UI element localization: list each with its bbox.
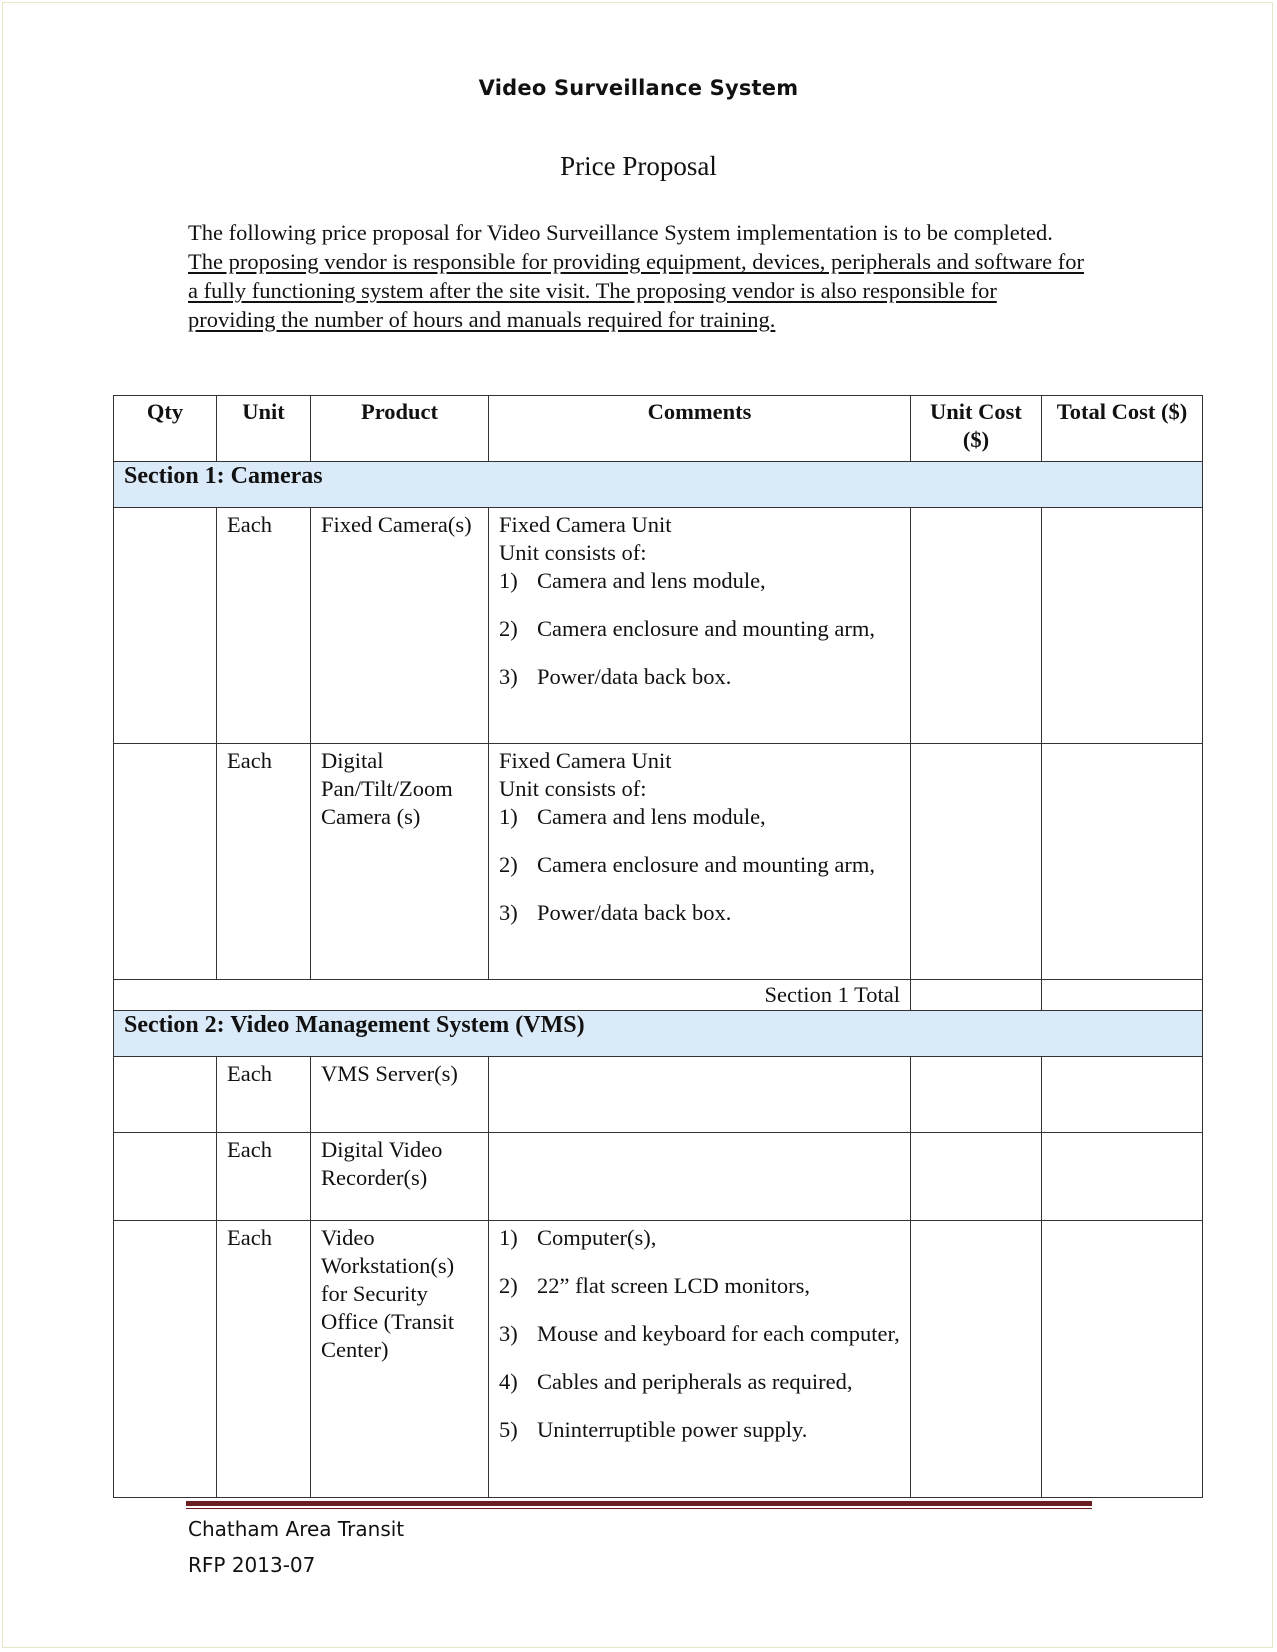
comment-subtitle: Unit consists of: — [499, 540, 647, 565]
unit-cell: Each — [217, 1057, 311, 1133]
qty-cell[interactable] — [114, 1221, 217, 1498]
section-1-total-row — [114, 980, 1203, 1011]
section-2-row — [114, 1011, 1203, 1057]
unit-cost-cell[interactable] — [911, 508, 1042, 744]
qty-cell[interactable] — [114, 1057, 217, 1133]
component-list — [499, 1224, 900, 1444]
intro-paragraph: The following price proposal for Video Surveillance System implementation is to be completed. — [188, 220, 1053, 245]
comments-cell — [489, 1221, 911, 1498]
comments-cell — [489, 1057, 911, 1133]
unit-cell: Each — [217, 1133, 311, 1221]
list-item: 1) Camera and lens module, — [499, 568, 766, 593]
unit-cost-cell[interactable] — [911, 1221, 1042, 1498]
list-item: 1) Camera and lens module, — [499, 804, 766, 829]
section-1-total-label: Section 1 Total — [114, 980, 911, 1011]
header-qty: Qty — [114, 396, 217, 462]
list-item: 3) Power/data back box. — [499, 664, 732, 689]
qty-cell[interactable] — [114, 508, 217, 744]
intro-vendor-responsibility: The proposing vendor is responsible for providing equipment, devices, peripherals and software for a fully functioning system after the site visit. The proposing vendor is also responsible for providing the number of hours and manuals required for training. — [188, 249, 1085, 332]
total-cost-cell[interactable] — [1042, 1133, 1203, 1221]
header-unit: Unit — [217, 396, 311, 462]
section-1-title: Section 1: Cameras — [114, 462, 1203, 508]
qty-cell[interactable] — [114, 1133, 217, 1221]
total-cost-cell[interactable] — [1042, 1221, 1203, 1498]
document-title: Video Surveillance System — [478, 76, 799, 100]
table-row — [114, 1221, 1203, 1498]
list-item: 3) Power/data back box. — [499, 900, 732, 925]
unit-cell: Each — [217, 1221, 311, 1498]
component-list — [499, 567, 900, 691]
unit-cost-cell[interactable] — [911, 1133, 1042, 1221]
footer — [188, 1511, 404, 1583]
product-cell: Digital Video Recorder(s) — [311, 1133, 489, 1221]
list-item: 1) Computer(s), — [499, 1225, 657, 1250]
price-table — [113, 395, 1203, 1498]
unit-cell: Each — [217, 744, 311, 980]
qty-cell[interactable] — [114, 744, 217, 980]
list-item: 3) Mouse and keyboard for each computer, — [499, 1321, 900, 1346]
list-item: 5) Uninterruptible power supply. — [499, 1417, 808, 1442]
product-cell: Digital Pan/Tilt/Zoom Camera (s) — [311, 744, 489, 980]
unit-cost-cell[interactable] — [911, 744, 1042, 980]
comment-title: Fixed Camera Unit — [499, 512, 672, 537]
comments-cell — [489, 508, 911, 744]
intro-text — [188, 218, 1088, 334]
product-cell: Video Workstation(s) for Security Office (Transit Center) — [311, 1221, 489, 1498]
table-row — [114, 1133, 1203, 1221]
header-unit-cost: Unit Cost ($) — [911, 396, 1042, 462]
footer-rule — [186, 1501, 1092, 1509]
footer-rfp-number: RFP 2013-07 — [188, 1553, 316, 1577]
header-comments: Comments — [489, 396, 911, 462]
section-2-title: Section 2: Video Management System (VMS) — [114, 1011, 1203, 1057]
section-1-total-cell[interactable] — [1042, 980, 1203, 1011]
list-item: 2) 22” flat screen LCD monitors, — [499, 1273, 811, 1298]
comment-subtitle: Unit consists of: — [499, 776, 647, 801]
product-cell: Fixed Camera(s) — [311, 508, 489, 744]
comments-cell — [489, 1133, 911, 1221]
component-list — [499, 803, 900, 927]
table-row — [114, 508, 1203, 744]
total-cost-cell[interactable] — [1042, 744, 1203, 980]
table-row — [114, 1057, 1203, 1133]
unit-cost-cell[interactable] — [911, 1057, 1042, 1133]
product-cell: VMS Server(s) — [311, 1057, 489, 1133]
table-row — [114, 744, 1203, 980]
list-item: 2) Camera enclosure and mounting arm, — [499, 616, 876, 641]
comments-cell — [489, 744, 911, 980]
document-subtitle: Price Proposal — [560, 151, 717, 181]
total-cost-cell[interactable] — [1042, 1057, 1203, 1133]
list-item: 2) Camera enclosure and mounting arm, — [499, 852, 876, 877]
footer-organization: Chatham Area Transit — [188, 1517, 405, 1541]
table-header-row — [114, 396, 1203, 462]
section-1-row — [114, 462, 1203, 508]
unit-cell: Each — [217, 508, 311, 744]
header-total-cost: Total Cost ($) — [1042, 396, 1203, 462]
list-item: 4) Cables and peripherals as required, — [499, 1369, 853, 1394]
header-product: Product — [311, 396, 489, 462]
section-1-unit-cost-cell[interactable] — [911, 980, 1042, 1011]
comment-title: Fixed Camera Unit — [499, 748, 672, 773]
total-cost-cell[interactable] — [1042, 508, 1203, 744]
